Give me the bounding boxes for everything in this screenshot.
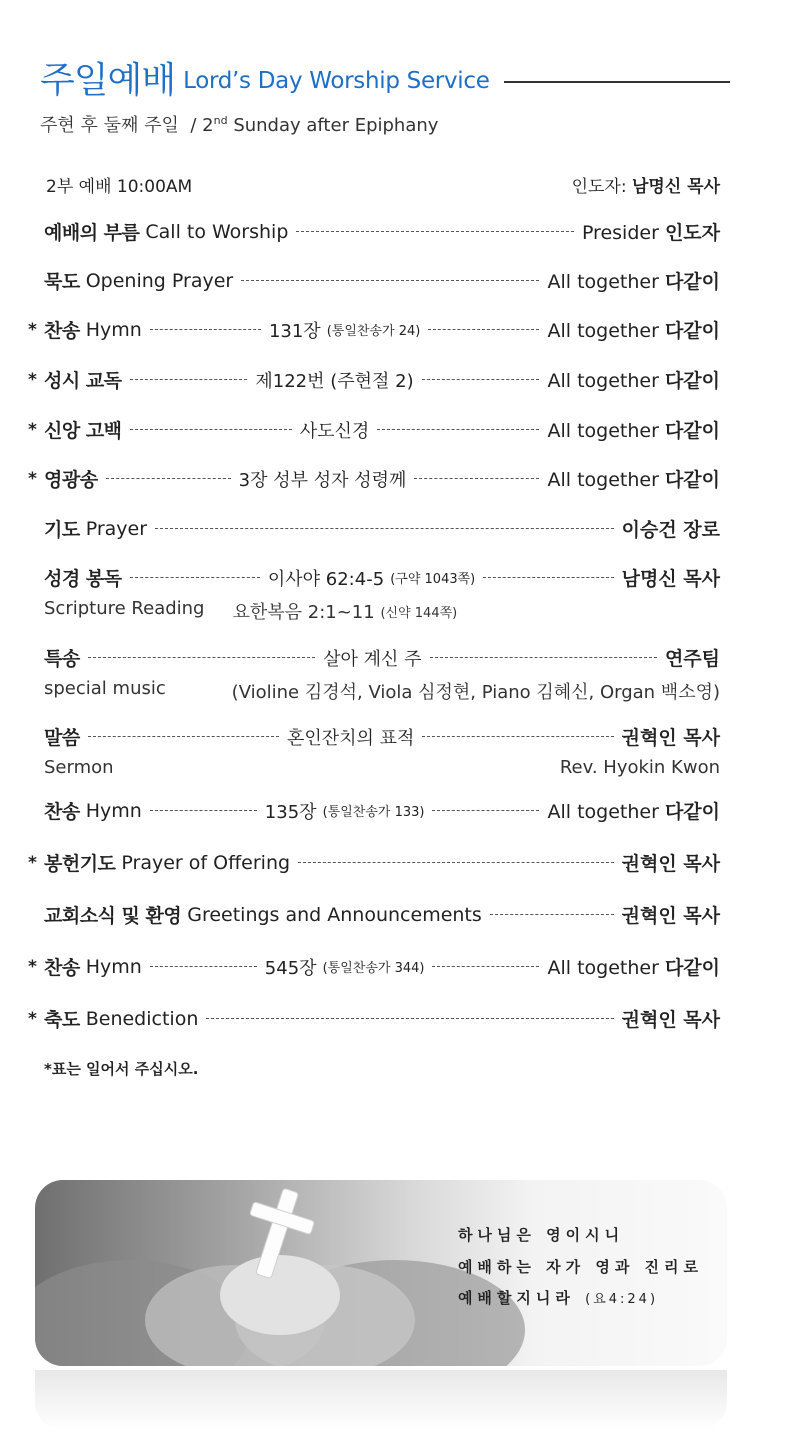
order-item <box>0 797 800 824</box>
leader-dashes <box>432 966 539 967</box>
verse-line-1: 하나님은 영이시니 <box>457 1226 625 1244</box>
item-detail: 이사야 62:4-5 <box>267 568 385 590</box>
title-rule <box>504 81 730 83</box>
item-leader-en: All together <box>547 420 659 442</box>
standing-marker: * <box>28 1008 37 1029</box>
item-leader-en: All together <box>547 801 659 823</box>
bulletin-header <box>40 52 730 137</box>
leader-dashes <box>422 379 540 380</box>
order-item <box>0 644 800 671</box>
item-leader <box>622 901 720 928</box>
item-detail-note: (통일찬송가 344) <box>322 961 425 976</box>
item-detail-note: (통일찬송가 24) <box>326 324 421 339</box>
item-title-ko: 예배의 부름 <box>44 222 140 244</box>
item-title-ko: 말씀 <box>44 727 80 749</box>
item-title-ko: 신앙 고백 <box>44 420 122 442</box>
item-leader <box>622 564 720 591</box>
item-leader <box>622 849 720 876</box>
leader-label: 인도자: <box>571 177 627 197</box>
item-title-ko: 찬송 <box>44 801 80 823</box>
leader-dashes <box>298 862 614 863</box>
item-leader <box>665 644 720 671</box>
subline-label: special music <box>44 678 166 699</box>
order-item <box>0 849 800 876</box>
subline-label: Sermon <box>44 757 114 778</box>
item-leader-en: All together <box>547 370 659 392</box>
item-leader-ko: 다같이 <box>664 957 720 979</box>
item-leader <box>547 797 720 824</box>
subtitle-english: Sunday after Epiphany <box>233 115 439 136</box>
item-leader <box>547 953 720 980</box>
item-leader-ko: 다같이 <box>664 320 720 342</box>
standing-marker: * <box>28 956 37 977</box>
leader-dashes <box>155 528 614 529</box>
subline-right: Rev. Hyokin Kwon <box>559 757 720 778</box>
title-english: Lord’s Day Worship Service <box>183 67 490 94</box>
banner-image <box>35 1180 727 1366</box>
leader-dashes <box>150 966 257 967</box>
item-leader <box>622 515 720 542</box>
item-leader-en: All together <box>547 271 659 293</box>
order-item <box>0 465 800 492</box>
service-time: 2부 예배 10:00AM <box>46 177 193 197</box>
service-meta <box>46 172 720 197</box>
item-leader-ko: 권혁인 목사 <box>621 905 720 927</box>
item-title-ko: 영광송 <box>44 469 98 491</box>
item-leader-ko: 권혁인 목사 <box>621 727 721 749</box>
order-item <box>0 901 800 928</box>
verse-reference: (요4:24) <box>585 1292 659 1307</box>
leader-dashes <box>130 577 260 578</box>
item-title-ko: 성시 교독 <box>44 370 122 392</box>
item-detail: 혼인잔치의 표적 <box>286 727 415 749</box>
item-leader-ko: 인도자 <box>664 222 720 244</box>
item-leader-ko: 권혁인 목사 <box>621 853 720 875</box>
standing-marker: * <box>28 419 37 440</box>
item-detail: 사도신경 <box>299 420 370 442</box>
subtitle-number: 2 <box>202 115 214 136</box>
child-hands <box>220 1255 340 1335</box>
leader-dashes <box>88 736 279 737</box>
verse-line-2: 예배하는 자가 영과 진리로 <box>457 1257 703 1276</box>
item-detail-note: (구약 1043쪽) <box>390 572 476 587</box>
item-leader <box>547 465 720 492</box>
leader <box>572 172 720 197</box>
item-leader <box>547 416 720 443</box>
subtitle <box>40 111 730 137</box>
item-detail: 제122번 (주현절 2) <box>255 370 414 392</box>
order-item <box>0 366 800 393</box>
order-item <box>0 218 800 245</box>
item-title-en: Call to Worship <box>145 220 289 243</box>
item-leader-en: All together <box>547 320 659 342</box>
standing-marker: * <box>28 468 37 489</box>
subline-detail: 요한복음 2:1~11 <box>232 602 375 623</box>
item-title-en: Prayer <box>85 517 148 540</box>
leader-dashes <box>432 810 539 811</box>
order-item <box>0 1005 800 1032</box>
title-korean: 주일예배 <box>40 60 176 101</box>
item-title-en: Hymn <box>85 955 142 978</box>
item-leader <box>547 366 720 393</box>
leader-dashes <box>130 429 292 430</box>
item-title-ko: 찬송 <box>44 957 80 979</box>
item-detail: 135장 <box>264 801 317 823</box>
item-title-en: Hymn <box>85 318 142 341</box>
item-leader-en: All together <box>547 469 659 491</box>
leader-dashes <box>150 810 257 811</box>
item-title-ko: 묵도 <box>44 271 80 293</box>
item-title-en: Opening Prayer <box>85 269 234 292</box>
banner-reflection <box>35 1370 727 1430</box>
leader-dashes <box>422 736 613 737</box>
item-leader-ko: 연주팀 <box>664 648 721 670</box>
order-item <box>0 515 800 542</box>
item-title-en: Hymn <box>85 799 142 822</box>
item-title-en: Prayer of Offering <box>121 851 291 874</box>
item-leader <box>622 1005 720 1032</box>
leader-dashes <box>130 379 248 380</box>
order-item-subline <box>0 757 800 778</box>
subtitle-ordinal: nd <box>213 114 228 127</box>
standing-marker: * <box>28 319 37 340</box>
item-title-ko: 교회소식 및 환영 <box>44 905 182 927</box>
title-row <box>40 52 730 103</box>
leader-dashes <box>377 429 539 430</box>
leader-dashes <box>428 329 539 330</box>
item-title-en: Greetings and Announcements <box>187 903 482 926</box>
leader-dashes <box>206 1018 613 1019</box>
item-detail: 3장 성부 성자 성령께 <box>238 469 407 491</box>
item-title-ko: 봉헌기도 <box>44 853 116 875</box>
leader-name: 남명신 목사 <box>631 177 720 197</box>
item-leader-ko: 권혁인 목사 <box>621 1009 720 1031</box>
order-item-subline <box>0 678 800 704</box>
verse-line-3: 예배할지니라 <box>457 1289 575 1307</box>
item-detail: 545장 <box>264 957 317 979</box>
subline-right: (Violine 김경석, Viola 심정현, Piano 김혜신, Organ 백소영) <box>231 682 720 703</box>
leader-dashes <box>490 914 614 915</box>
leader-dashes <box>296 231 574 232</box>
item-detail-note: (통일찬송가 133) <box>322 805 425 820</box>
item-leader-en: All together <box>547 957 659 979</box>
order-item <box>0 316 800 343</box>
leader-dashes <box>414 478 539 479</box>
standing-marker: * <box>28 369 37 390</box>
item-title-ko: 축도 <box>44 1009 80 1031</box>
item-leader-ko: 다같이 <box>664 271 720 293</box>
item-detail: 131장 <box>268 320 321 342</box>
item-leader-ko: 다같이 <box>664 370 720 392</box>
order-item <box>0 267 800 294</box>
item-leader <box>622 723 720 750</box>
order-item <box>0 564 800 591</box>
subtitle-korean: 주현 후 둘째 주일 <box>40 115 179 136</box>
bible-verse <box>458 1220 703 1315</box>
item-title-ko: 찬송 <box>44 320 80 342</box>
subline-detail-note: (신약 144쪽) <box>380 605 458 621</box>
item-detail: 살아 계신 주 <box>323 648 422 670</box>
leader-dashes <box>106 478 231 479</box>
item-title-ko: 성경 봉독 <box>44 568 122 590</box>
leader-dashes <box>430 657 657 658</box>
item-leader-ko: 다같이 <box>664 420 720 442</box>
order-item <box>0 723 800 750</box>
leader-dashes <box>150 329 261 330</box>
item-title-ko: 특송 <box>44 648 80 670</box>
subline-label: Scripture Reading <box>44 598 205 619</box>
order-item <box>0 416 800 443</box>
item-leader <box>547 316 720 343</box>
order-item <box>0 953 800 980</box>
standing-note: *표는 일어서 주십시오. <box>44 1060 199 1078</box>
leader-dashes <box>88 657 315 658</box>
leader-dashes <box>241 280 539 281</box>
item-leader <box>547 267 720 294</box>
item-title-ko: 기도 <box>44 519 80 541</box>
item-leader-ko: 다같이 <box>664 801 720 823</box>
item-leader <box>582 218 720 245</box>
item-title-en: Benediction <box>85 1007 199 1030</box>
standing-marker: * <box>28 852 37 873</box>
item-leader-ko: 남명신 목사 <box>621 568 720 590</box>
item-leader-ko: 이승건 장로 <box>621 519 720 541</box>
item-leader-ko: 다같이 <box>664 469 721 491</box>
item-leader-en: Presider <box>581 222 659 244</box>
subtitle-separator: / <box>190 115 197 136</box>
leader-dashes <box>483 577 613 578</box>
order-item-subline <box>0 598 800 624</box>
